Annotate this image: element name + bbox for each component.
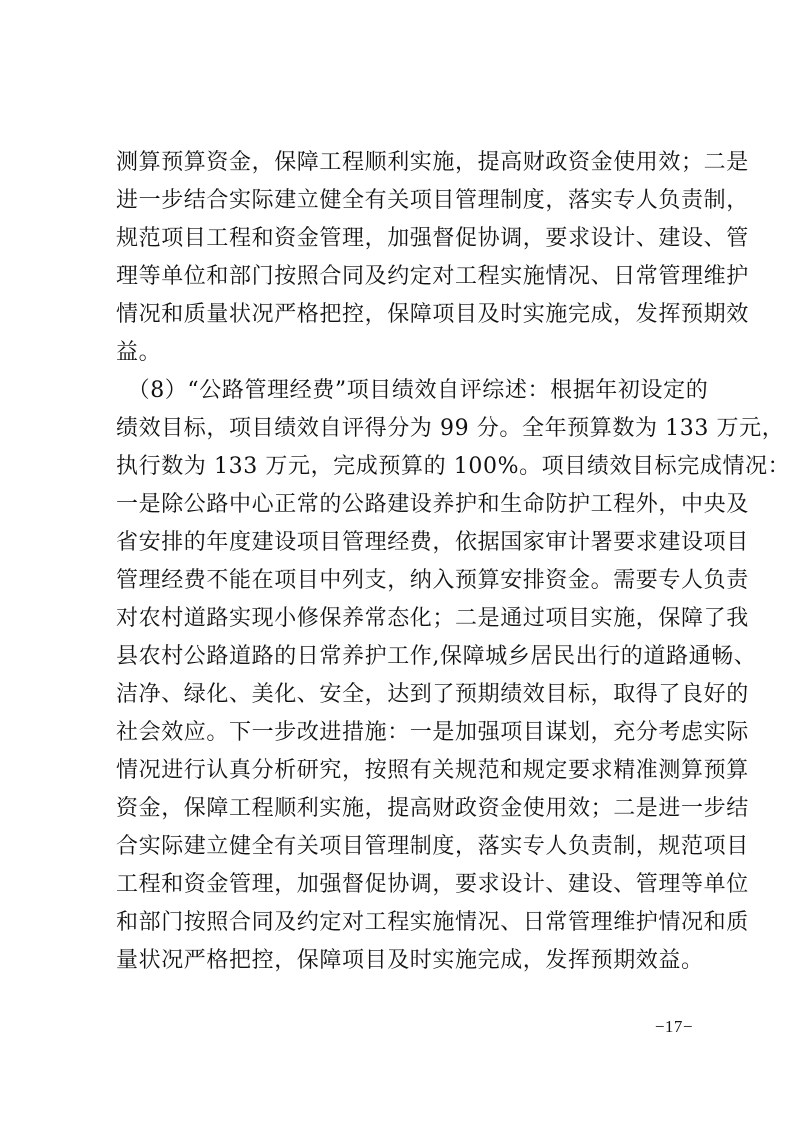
text-line: 进一步结合实际建立健全有关项目管理制度，落实专人负责制， bbox=[116, 188, 749, 213]
text-line: 省安排的年度建设项目管理经费，依据国家审计署要求建设项目 bbox=[116, 530, 749, 555]
text-line: 对农村道路实现小修保养常态化；二是通过项目实施，保障了我 bbox=[116, 606, 749, 631]
text-line: 测算预算资金，保障工程顺利实施，提高财政资金使用效；二是 bbox=[116, 150, 749, 175]
paragraph-heading-line: （8）“公路管理经费”项目绩效自评综述：根据年初设定的 bbox=[116, 378, 709, 403]
text-line: 工程和资金管理，加强督促协调，要求设计、建设、管理等单位 bbox=[116, 872, 749, 897]
text-line: 理等单位和部门按照合同及约定对工程实施情况、日常管理维护 bbox=[116, 264, 749, 289]
text-line: 管理经费不能在项目中列支，纳入预算安排资金。需要专人负责 bbox=[116, 568, 749, 593]
text-line: 县农村公路道路的日常养护工作,保障城乡居民出行的道路通畅、 bbox=[116, 644, 757, 669]
text-line: 量状况严格把控，保障项目及时实施完成，发挥预期效益。 bbox=[116, 948, 704, 973]
text-line: 洁净、绿化、美化、安全，达到了预期绩效目标，取得了良好的 bbox=[116, 682, 749, 707]
text-line: 社会效应。下一步改进措施：一是加强项目谋划，充分考虑实际 bbox=[116, 720, 749, 745]
text-line: 益。 bbox=[116, 340, 162, 365]
text-line: 和部门按照合同及约定对工程实施情况、日常管理维护情况和质 bbox=[116, 910, 749, 935]
text-line: 一是除公路中心正常的公路建设养护和生命防护工程外，中央及 bbox=[116, 492, 749, 517]
text-line: 绩效目标，项目绩效自评得分为 99 分。全年预算数为 133 万元， bbox=[116, 416, 785, 441]
text-line: 规范项目工程和资金管理，加强督促协调，要求设计、建设、管 bbox=[116, 226, 749, 251]
text-line: 资金，保障工程顺利实施，提高财政资金使用效；二是进一步结 bbox=[116, 796, 749, 821]
page-number: −17− bbox=[654, 1017, 693, 1036]
text-line: 情况和质量状况严格把控，保障项目及时实施完成，发挥预期效 bbox=[116, 302, 749, 327]
text-line: 合实际建立健全有关项目管理制度，落实专人负责制，规范项目 bbox=[116, 834, 749, 859]
text-line: 情况进行认真分析研究，按照有关规范和规定要求精准测算预算 bbox=[116, 758, 749, 783]
text-line: 执行数为 133 万元，完成预算的 100%。项目绩效目标完成情况： bbox=[116, 454, 791, 479]
